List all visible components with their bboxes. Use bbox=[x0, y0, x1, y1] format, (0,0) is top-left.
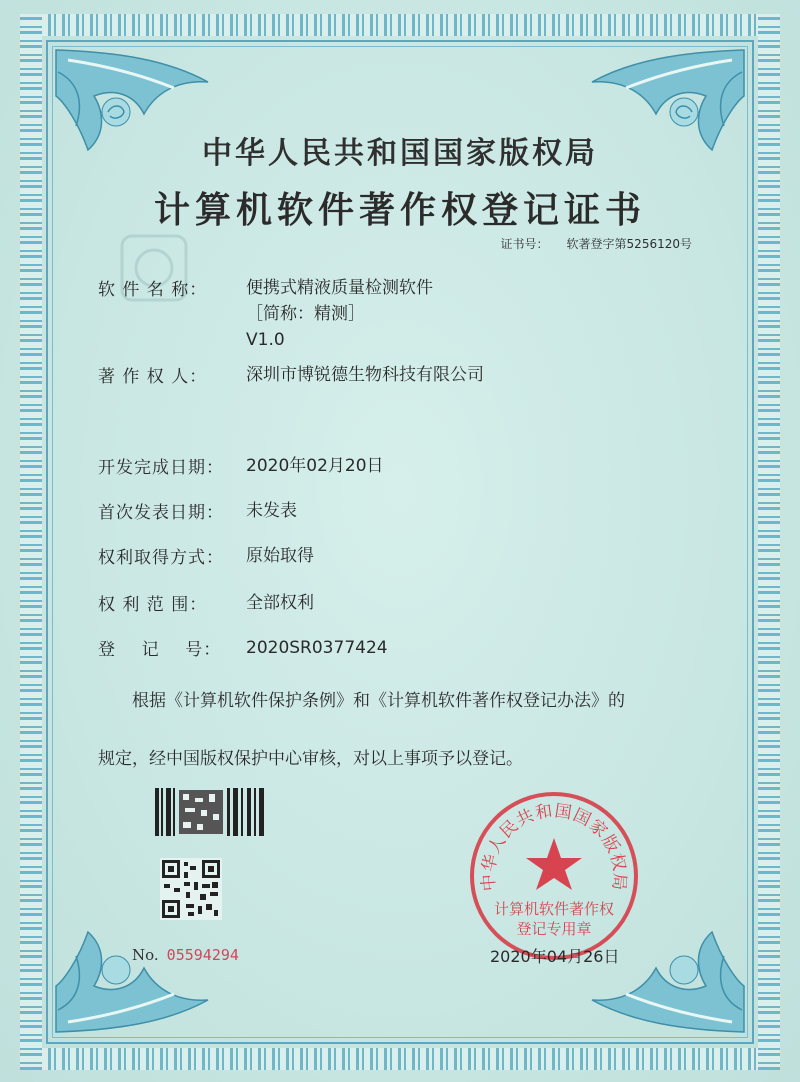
field-copyright-owner bbox=[98, 362, 484, 388]
serial-value: 05594294 bbox=[166, 946, 239, 964]
svg-text:中华人民共和国国家版权局: 中华人民共和国国家版权局 bbox=[478, 801, 630, 892]
registration-statement bbox=[98, 672, 718, 788]
border-left bbox=[20, 14, 42, 1070]
svg-text:计算机软件著作权: 计算机软件著作权 bbox=[493, 900, 615, 918]
field-value bbox=[246, 590, 314, 616]
official-seal-icon bbox=[466, 788, 642, 964]
field-registration-number bbox=[98, 635, 388, 661]
field-value bbox=[246, 275, 433, 353]
border-right bbox=[758, 14, 780, 1070]
field-label: 登 记 号： bbox=[98, 640, 222, 660]
statement-line-1: 根据《计算机软件保护条例》和《计算机软件著作权登记办法》的 bbox=[132, 691, 625, 711]
field-value bbox=[246, 635, 388, 661]
field-label: 软 件 名 称： bbox=[98, 280, 208, 300]
cert-no-label: 证书号： bbox=[500, 237, 549, 251]
field-first-publish-date bbox=[98, 498, 297, 524]
qr-code-icon bbox=[160, 858, 222, 920]
field-value bbox=[246, 498, 297, 524]
field-value bbox=[246, 362, 484, 388]
agency-name: 中华人民共和国国家版权局 bbox=[202, 136, 598, 171]
issue-date: 2020年04月26日 bbox=[490, 947, 620, 966]
software-version: V1.0 bbox=[246, 330, 285, 350]
field-label: 权 利 范 围： bbox=[98, 595, 208, 615]
corner-ornament-bottom-left bbox=[48, 920, 218, 1040]
software-name: 便携式精液质量检测软件 bbox=[246, 278, 433, 298]
field-label: 权利取得方式： bbox=[98, 548, 224, 568]
acquisition-method: 原始取得 bbox=[246, 546, 314, 566]
barcode-icon bbox=[155, 788, 267, 836]
field-value bbox=[246, 453, 384, 479]
owner-name: 深圳市博锐德生物科技有限公司 bbox=[246, 365, 484, 385]
field-value bbox=[246, 543, 314, 569]
rights-scope: 全部权利 bbox=[246, 593, 314, 613]
registration-number: 2020SR0377424 bbox=[246, 638, 388, 658]
svg-text:登记专用章: 登记专用章 bbox=[516, 920, 592, 938]
serial-number bbox=[132, 946, 239, 964]
field-dev-completion-date bbox=[98, 453, 384, 479]
border-bottom bbox=[20, 1048, 780, 1070]
field-label: 首次发表日期： bbox=[98, 503, 224, 523]
border-top bbox=[20, 14, 780, 36]
field-rights-scope bbox=[98, 590, 314, 616]
field-software-name bbox=[98, 275, 433, 353]
cert-no-value: 软著登字第5256120号 bbox=[566, 237, 692, 251]
certificate-number bbox=[501, 235, 692, 252]
field-label: 著 作 权 人： bbox=[98, 367, 208, 387]
software-short-name: ［简称：精测］ bbox=[246, 304, 365, 324]
statement-line-2: 规定，经中国版权保护中心审核，对以上事项予以登记。 bbox=[98, 749, 523, 769]
field-label: 开发完成日期： bbox=[98, 458, 224, 478]
completion-date: 2020年02月20日 bbox=[246, 456, 384, 476]
serial-label: No. bbox=[132, 946, 159, 964]
field-acquisition-method bbox=[98, 543, 314, 569]
publish-status: 未发表 bbox=[246, 501, 297, 521]
certificate-title: 计算机软件著作权登记证书 bbox=[153, 189, 646, 231]
